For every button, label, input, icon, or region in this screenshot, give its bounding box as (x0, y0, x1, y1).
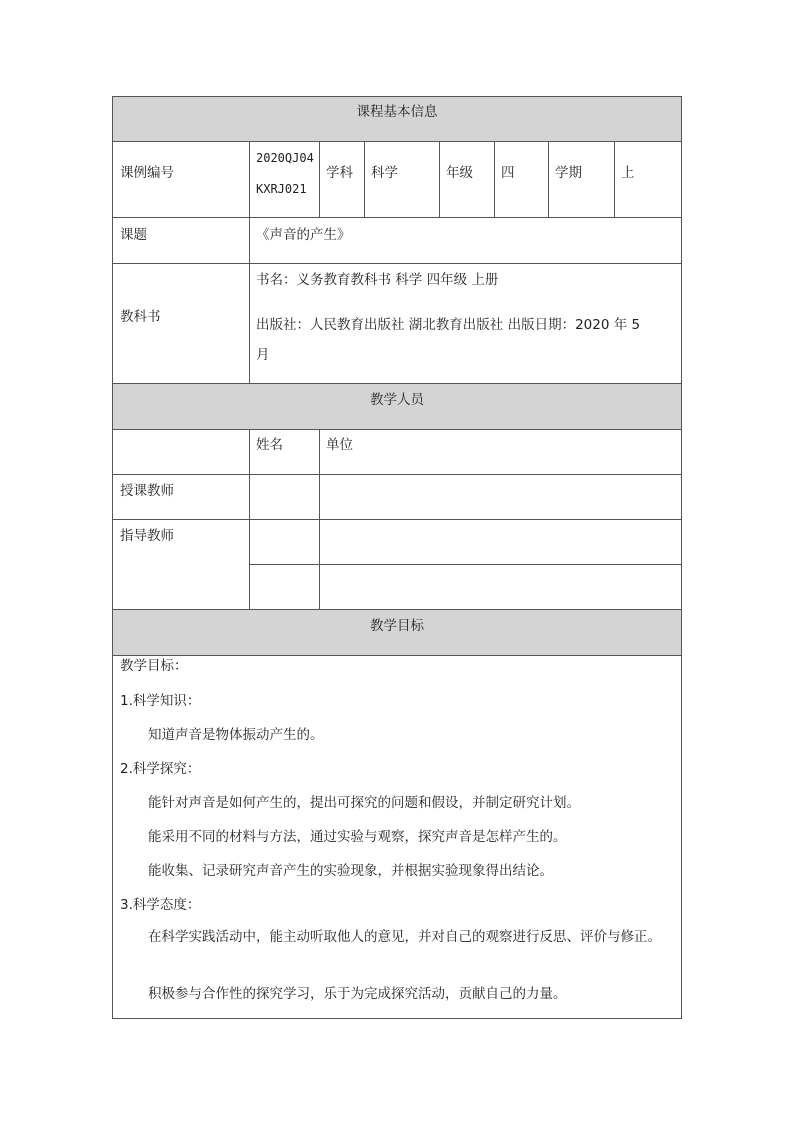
inquiry-item-1: 能针对声音是如何产生的，提出可探究的问题和假设，并制定研究计划。 (148, 795, 580, 811)
knowledge-item-1: 知道声音是物体振动产生的。 (148, 727, 324, 743)
textbook-publisher: 出版社：人民教育出版社 湖北教育出版社 出版日期：2020 年 5 (256, 317, 641, 333)
term-value: 上 (621, 165, 635, 181)
staff-col-name: 姓名 (256, 437, 283, 453)
case-no-line1: 2020QJ04 (256, 151, 314, 165)
case-no-label: 课例编号 (120, 165, 174, 181)
staff-header: 教学人员 (370, 392, 424, 408)
topic-label: 课题 (120, 227, 147, 243)
subject-label: 学科 (326, 165, 353, 181)
grade-value: 四 (501, 165, 515, 181)
inquiry-item-2: 能采用不同的材料与方法，通过实验与观察，探究声音是怎样产生的。 (148, 829, 567, 845)
textbook-label: 教科书 (120, 309, 161, 325)
objectives-intro: 教学目标： (120, 658, 188, 674)
inquiry-item-3: 能收集、记录研究声音产生的实验现象，并根据实验现象得出结论。 (148, 863, 553, 879)
case-no-line2: KXRJ021 (256, 182, 307, 196)
term-label: 学期 (555, 165, 582, 181)
inquiry-title: 2.科学探究： (120, 761, 201, 777)
topic-value: 《声音的产生》 (256, 227, 351, 243)
teacher-label: 授课教师 (120, 483, 174, 499)
attitude-item-2: 积极参与合作性的探究学习，乐于为完成探究活动，贡献自己的力量。 (148, 986, 567, 1002)
knowledge-title: 1.科学知识： (120, 693, 201, 709)
textbook-name: 书名：义务教育教科书 科学 四年级 上册 (256, 272, 499, 288)
objectives-header: 教学目标 (370, 618, 424, 634)
subject-value: 科学 (371, 165, 398, 181)
advisor-label: 指导教师 (120, 528, 174, 544)
attitude-title: 3.科学态度： (120, 897, 201, 913)
grade-label: 年级 (446, 165, 473, 181)
textbook-publisher-cont: 月 (256, 347, 270, 363)
attitude-item-1: 在科学实践活动中，能主动听取他人的意见，并对自己的观察进行反思、评价与修正。 (148, 929, 661, 945)
staff-col-unit: 单位 (326, 437, 353, 453)
course-info-header: 课程基本信息 (356, 104, 438, 120)
